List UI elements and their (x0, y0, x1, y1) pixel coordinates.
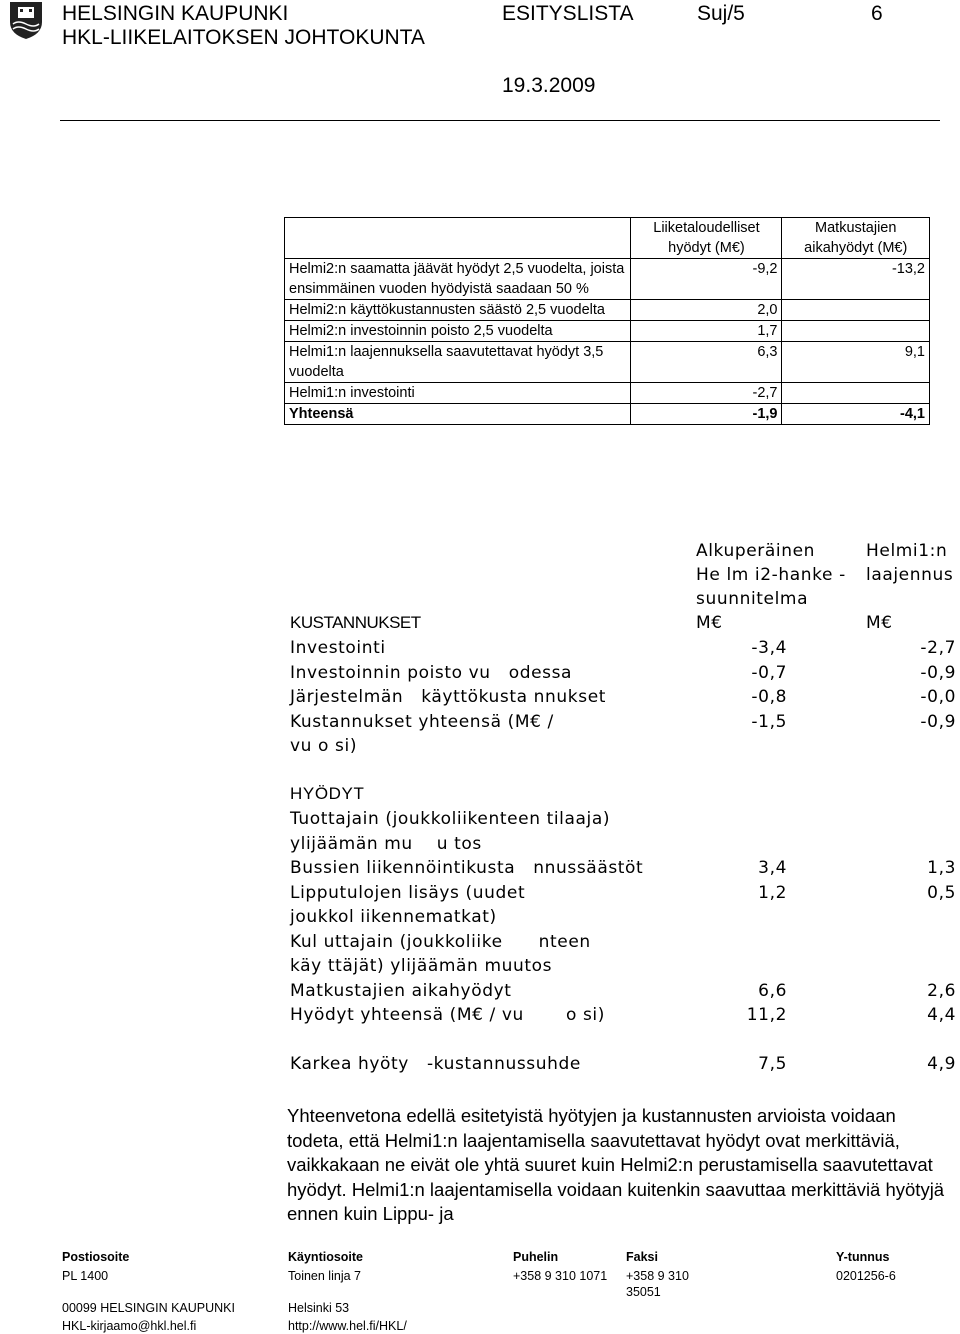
footer-website-link[interactable]: http://www.hel.fi/HKL/ (288, 1319, 407, 1333)
row-value-1: -2,7 (631, 383, 782, 404)
table-row (285, 321, 930, 342)
footer-ytunnus: 0201256-6 (836, 1269, 896, 1283)
row-value-2 (782, 321, 930, 342)
footer-fax-heading: Faksi (626, 1250, 658, 1264)
benefit-row-label-cont: ylijäämän mu u tos (290, 834, 482, 854)
benefit-row-v1: 6,6 (758, 981, 787, 1001)
cost-row-v2: -0,9 (920, 712, 956, 732)
cost-row-v2: -0,0 (920, 687, 956, 707)
ratio-v2: 4,9 (927, 1054, 956, 1074)
table-row (285, 383, 930, 404)
benefit-row-v2: 1,3 (927, 858, 956, 878)
row-label: Helmi1:n investointi (285, 383, 631, 404)
total-value-2: -4,1 (782, 404, 930, 425)
header-board: HKL-LIIKELAITOKSEN JOHTOKUNTA (62, 26, 425, 49)
unit-col2: M€ (866, 613, 893, 633)
table-header-empty (285, 218, 631, 259)
row-value-1: 1,7 (631, 321, 782, 342)
row-value-1: 6,3 (631, 342, 782, 383)
row-label: Helmi1:n laajennuksella saavutettavat hyödyt 3,5 vuodelta (285, 342, 631, 383)
footer-ytunnus-heading: Y-tunnus (836, 1250, 890, 1264)
row-label: Helmi2:n käyttökustannusten säästö 2,5 vuodelta (285, 300, 631, 321)
benefit-row-v1: 3,4 (758, 858, 787, 878)
row-value-1: 2,0 (631, 300, 782, 321)
ratio-label: Karkea hyöty -kustannussuhde (290, 1054, 581, 1074)
col2-header-line1: Helmi1:n (866, 541, 948, 561)
footer-fax-line1: +358 9 310 (626, 1269, 689, 1283)
row-value-2: 9,1 (782, 342, 930, 383)
benefit-row-v1: 11,2 (746, 1005, 787, 1025)
benefit-row-label: Kul uttajain (joukkoliike nteen (290, 932, 591, 952)
col1-header-line3: suunnitelma (696, 589, 809, 609)
footer-visit-line2: Helsinki 53 (288, 1301, 350, 1315)
cost-row-v1: -3,4 (751, 638, 787, 658)
benefit-row-label-cont: joukkol iikennematkat) (290, 907, 497, 927)
footer-postal-heading: Postiosoite (62, 1250, 130, 1264)
footer-phone-heading: Puhelin (513, 1250, 559, 1264)
header-page: 6 (871, 2, 883, 25)
table-col1-header: Liiketaloudelliset hyödyt (M€) (631, 218, 782, 259)
benefit-row-v1: 1,2 (758, 883, 787, 903)
col2-header-line2: laajennus (866, 565, 954, 585)
table-row (285, 342, 930, 383)
cost-row-v2: -0,9 (920, 663, 956, 683)
total-label: Yhteensä (285, 404, 631, 425)
cost-row-v1: -0,7 (751, 663, 787, 683)
col1-header-line2: He lm i2-hanke - (696, 565, 846, 585)
footer-postal-line2: 00099 HELSINGIN KAUPUNKI (62, 1301, 235, 1315)
benefit-row-label: Bussien liikennöintikusta nnussäästöt (290, 858, 644, 878)
row-label: Helmi2:n saamatta jäävät hyödyt 2,5 vuodelta, joista ensimmäinen vuoden hyödyistä saadaan 50 % (285, 259, 631, 300)
benefit-row-label: Lipputulojen lisäys (uudet (290, 883, 526, 903)
cost-row-label: Järjestelmän käyttökusta nnukset (290, 687, 607, 707)
row-value-2: -13,2 (782, 259, 930, 300)
benefit-row-label: Tuottajain (joukkoliikenteen tilaaja) (290, 809, 611, 829)
footer-fax-line2: 35051 (626, 1285, 661, 1299)
row-value-1: -9,2 (631, 259, 782, 300)
cost-row-label: Investoinnin poisto vu odessa (290, 663, 573, 683)
footer-visit-heading: Käyntiosoite (288, 1250, 364, 1264)
benefit-row-v2: 4,4 (927, 1005, 956, 1025)
table-total-row (285, 404, 930, 425)
benefit-row-label: Matkustajien aikahyödyt (290, 981, 512, 1001)
row-value-2 (782, 300, 930, 321)
benefit-row-label-cont: käy ttäjät) ylijäämän muutos (290, 956, 553, 976)
footer-visit-line1: Toinen linja 7 (288, 1269, 361, 1283)
benefits-heading: HYÖDYT (290, 784, 365, 803)
benefits-table (284, 217, 930, 425)
row-value-2 (782, 383, 930, 404)
row-label: Helmi2:n investoinnin poisto 2,5 vuodelta (285, 321, 631, 342)
header-org: HELSINGIN KAUPUNKI (62, 2, 289, 25)
cost-row-v1: -0,8 (751, 687, 787, 707)
unit-col1: M€ (696, 613, 723, 633)
benefit-row-v2: 2,6 (927, 981, 956, 1001)
header-ref: Suj/5 (697, 2, 745, 25)
cost-row-label: Investointi (290, 638, 386, 658)
header-rule (60, 120, 940, 121)
cost-row-v2: -2,7 (920, 638, 956, 658)
footer-postal-line1: PL 1400 (62, 1269, 109, 1283)
table-col2-header: Matkustajien aikahyödyt (M€) (782, 218, 930, 259)
cost-row-label-cont: vu o si) (290, 736, 358, 756)
footer-email[interactable]: HKL-kirjaamo@hkl.hel.fi (62, 1319, 197, 1333)
table-row (285, 300, 930, 321)
benefit-row-v2: 0,5 (927, 883, 956, 903)
footer-phone: +358 9 310 1071 (513, 1269, 608, 1283)
benefit-row-label: Hyödyt yhteensä (M€ / vu o si) (290, 1005, 605, 1025)
cost-row-v1: -1,5 (751, 712, 787, 732)
summary-paragraph: Yhteenvetona edellä esitetyistä hyötyjen ja kustannusten arvioista voidaan todeta, että Helmi1:n laajentamisella saavutettavat hyödyt ovat merkittäviä, vaikkakaan ne eivät ole yhtä suuret kuin Helmi2:n perustamisella saavutettavat hyödyt. Helmi1:n laajentamisella voidaan kuitenkin saavuttaa merkittäviä hyötyjä ennen kuin Lippu- ja (287, 1105, 945, 1224)
table-row (285, 259, 930, 300)
city-crest-icon (8, 0, 44, 40)
table-header-row (285, 218, 930, 259)
total-value-1: -1,9 (631, 404, 782, 425)
header-doc-type: ESITYSLISTA (502, 2, 634, 25)
costs-heading: KUSTANNUKSET (290, 613, 421, 632)
cost-row-label: Kustannukset yhteensä (M€ / (290, 712, 554, 732)
ratio-v1: 7,5 (758, 1054, 787, 1074)
col1-header-line1: Alkuperäinen (696, 541, 816, 561)
header-date: 19.3.2009 (502, 74, 596, 97)
